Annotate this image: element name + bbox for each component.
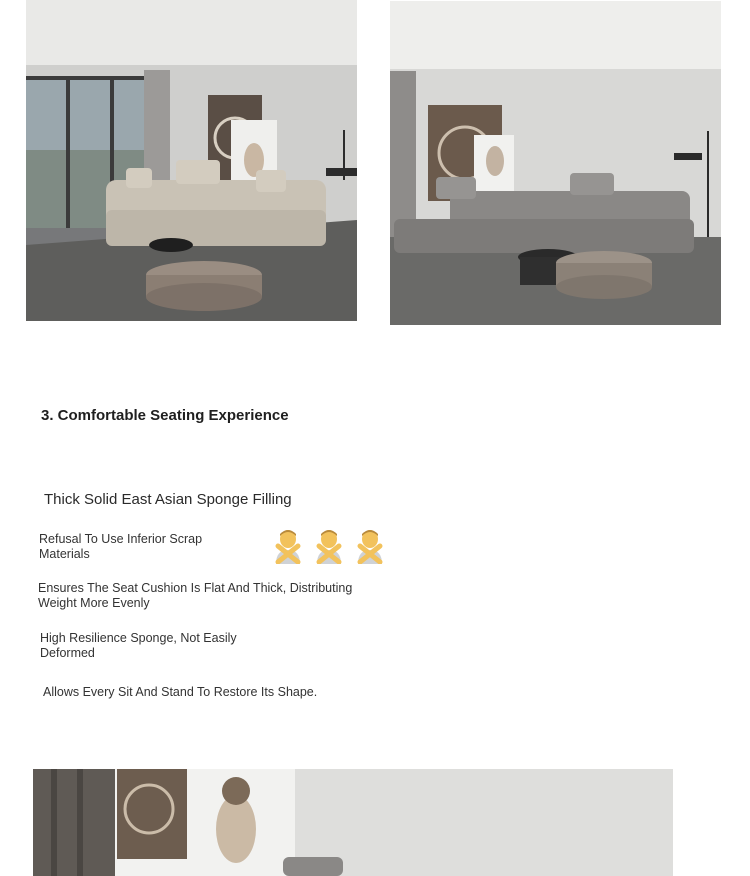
sofa-photo-beige-sectional-image — [26, 0, 357, 321]
person-gesturing-no-icon — [311, 526, 347, 564]
sofa-photo-closeup-image — [33, 769, 673, 876]
person-gesturing-no-icon — [270, 526, 306, 564]
sofa-photo-beige-sectional — [26, 0, 357, 321]
gesture-icons — [270, 526, 388, 564]
sofa-photo-closeup — [33, 769, 673, 876]
feature-point-2: Ensures The Seat Cushion Is Flat And Thick, Distributing Weight More Evenly — [38, 581, 353, 610]
person-gesturing-no-icon — [352, 526, 388, 564]
sofa-photo-grey-sectional-image — [390, 1, 721, 325]
feature-point-3: High Resilience Sponge, Not Easily Deformed — [40, 631, 237, 660]
feature-point-4: Allows Every Sit And Stand To Restore Its Shape. — [43, 685, 318, 699]
sofa-photo-grey-sectional — [390, 1, 721, 325]
feature-point-1: Refusal To Use Inferior Scrap Materials — [39, 532, 203, 561]
section-heading: 3. Comfortable Seating Experience — [41, 407, 289, 424]
feature-subheading: Thick Solid East Asian Sponge Filling — [44, 491, 292, 508]
